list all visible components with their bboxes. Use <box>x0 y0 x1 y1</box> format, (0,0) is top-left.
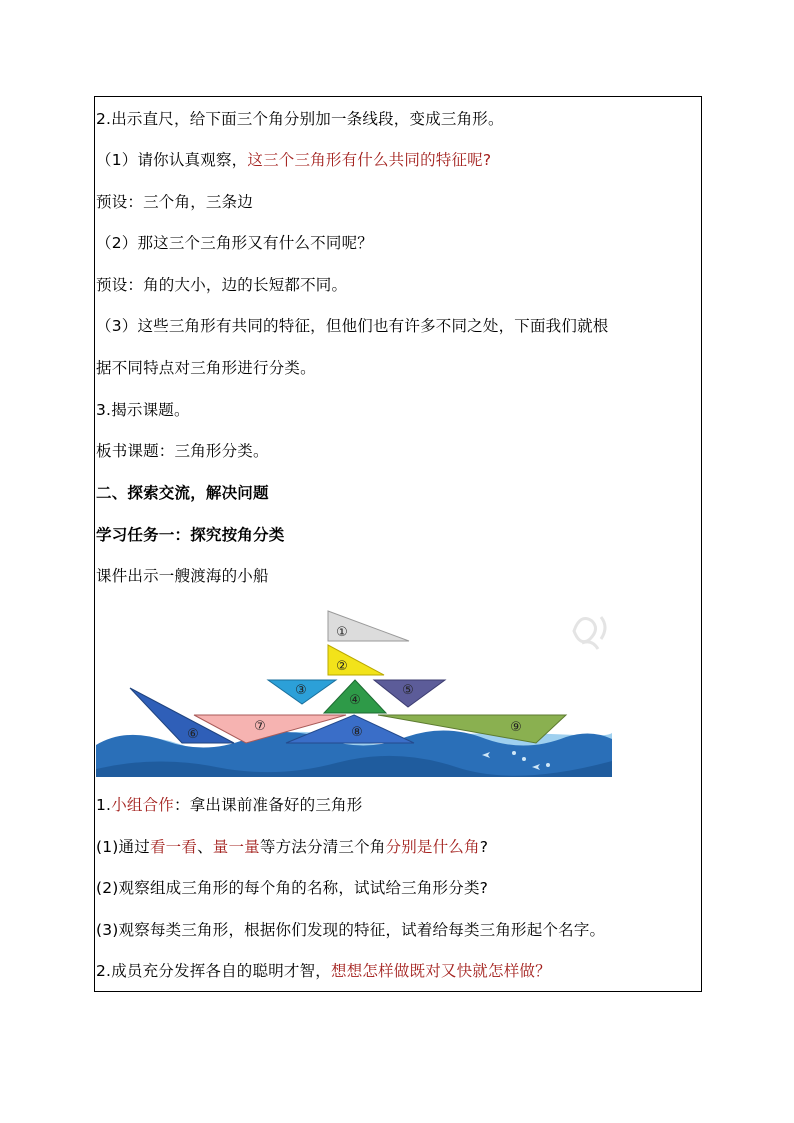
group-member-instruction <box>96 960 551 982</box>
preset-answer-1: 预设：三个角，三条边 <box>96 193 254 211</box>
question-2: （2）那这三个三角形又有什么不同呢？ <box>96 234 373 252</box>
label-7: ⑦ <box>254 719 266 734</box>
label-5: ⑤ <box>402 683 414 698</box>
section-heading: 二、探索交流，解决问题 <box>96 484 269 502</box>
question-3-line-1: （3）这些三角形有共同的特征，但他们也有许多不同之处，下面我们就根 <box>96 317 609 335</box>
label-8: ⑧ <box>351 725 363 740</box>
label-1: ① <box>336 625 348 640</box>
board-topic: 板书课题：三角形分类。 <box>96 442 269 460</box>
question-1 <box>96 149 491 171</box>
step-1-measure: 量一量 <box>212 838 260 856</box>
step-3-reveal-topic: 3.揭示课题。 <box>96 401 190 419</box>
question-1-highlight: 这三个三角形有什么共同的特征呢? <box>247 151 492 169</box>
group-task-step-2: (2)观察组成三角形的每个角的名称，试试给三角形分类? <box>96 879 489 897</box>
preset-answer-2: 预设：角的大小，边的长短都不同。 <box>96 276 348 294</box>
group-task-step-3: (3)观察每类三角形，根据你们发现的特征，试着给每类三角形起个名字。 <box>96 921 606 939</box>
tangram-boat-figure <box>96 603 612 777</box>
step-1-mid: 等方法分清三个角 <box>259 838 386 856</box>
step-1-which-angle: 分别是什么角 <box>385 838 480 856</box>
label-9: ⑨ <box>510 720 522 735</box>
member-instruction-text: 2.成员充分发挥各自的聪明才智， <box>96 962 331 980</box>
task-heading: 学习任务一：探究按角分类 <box>96 526 285 544</box>
step-1-look: 看一看 <box>149 838 198 856</box>
label-6: ⑥ <box>187 727 199 742</box>
group-task-intro <box>96 794 362 816</box>
label-2: ② <box>336 659 348 674</box>
group-task-number: 1. <box>96 796 112 814</box>
step-1-sep: 、 <box>197 838 213 856</box>
question-3-line-2: 据不同特点对三角形进行分类。 <box>96 359 316 377</box>
member-instruction-highlight: 想想怎样做既对又快就怎样做？ <box>331 962 551 980</box>
label-4: ④ <box>349 693 361 708</box>
group-task-step-1 <box>96 836 488 858</box>
step-1-end: ? <box>479 838 489 856</box>
label-3: ③ <box>295 683 307 698</box>
step-1-prefix: (1)通过 <box>96 838 150 856</box>
step-2-show-ruler: 2.出示直尺，给下面三个角分别加一条线段，变成三角形。 <box>96 110 504 128</box>
group-task-text: ：拿出课前准备好的三角形 <box>174 796 363 814</box>
courseware-caption: 课件出示一艘渡海的小船 <box>96 567 269 585</box>
group-task-highlight: 小组合作 <box>111 796 175 814</box>
question-1-prefix: （1）请你认真观察， <box>96 151 248 169</box>
